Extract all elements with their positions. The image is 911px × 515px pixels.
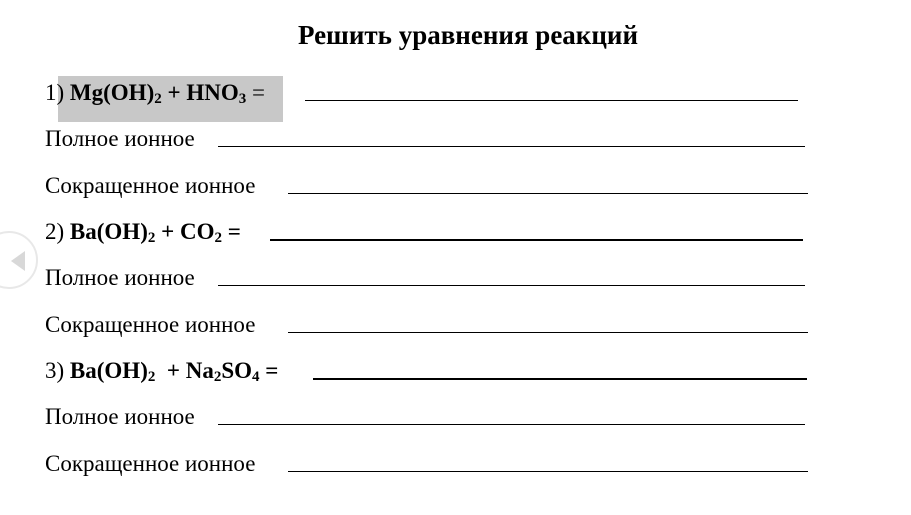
- subscript: 2: [147, 369, 156, 385]
- page-title: Решить уравнения реакций: [297, 20, 639, 50]
- full-ionic-label: Полное ионное: [45, 404, 195, 429]
- full-ionic-row: [45, 400, 195, 434]
- chevron-left-icon: [11, 251, 25, 271]
- formula-part: SO: [221, 358, 253, 383]
- equation-2: [45, 215, 241, 249]
- answer-blank[interactable]: [270, 215, 803, 241]
- formula-part: Ba(OH): [69, 219, 148, 244]
- answer-blank[interactable]: [288, 308, 808, 333]
- answer-blank[interactable]: [288, 447, 808, 472]
- equals-sign: =: [221, 219, 241, 244]
- short-ionic-row: [45, 447, 255, 481]
- full-ionic-label: Полное ионное: [45, 265, 195, 290]
- short-ionic-label: Сокращенное ионное: [45, 173, 256, 198]
- equals-sign: =: [259, 358, 279, 383]
- short-ionic-label: Сокращенное ионное: [45, 451, 256, 476]
- answer-blank[interactable]: [218, 261, 805, 286]
- equation-number: 1): [45, 80, 65, 105]
- answer-blank[interactable]: [218, 122, 805, 147]
- short-ionic-row: [45, 169, 255, 203]
- subscript: 2: [147, 230, 156, 246]
- formula-part: + CO: [155, 219, 215, 244]
- answer-blank[interactable]: [288, 169, 808, 194]
- formula-part: + Na: [155, 358, 214, 383]
- formula-part: Mg(OH): [69, 80, 155, 105]
- equation-number: 3): [45, 358, 65, 383]
- full-ionic-row: [45, 261, 195, 295]
- full-ionic-row: [45, 122, 195, 156]
- subscript: 2: [154, 91, 162, 107]
- formula-part: Ba(OH): [69, 358, 148, 383]
- short-ionic-row: [45, 308, 255, 342]
- subscript: 3: [238, 91, 247, 107]
- equation-3: [45, 354, 278, 388]
- answer-blank[interactable]: [313, 354, 807, 380]
- subscript: 2: [213, 369, 222, 385]
- equals-sign: =: [246, 80, 265, 105]
- equation-number: 2): [45, 219, 65, 244]
- answer-blank[interactable]: [218, 400, 805, 425]
- equation-1: [45, 76, 265, 110]
- answer-blank[interactable]: [305, 76, 798, 101]
- previous-slide-button[interactable]: [0, 231, 38, 289]
- subscript: 2: [214, 230, 222, 246]
- short-ionic-label: Сокращенное ионное: [45, 312, 256, 337]
- subscript: 4: [252, 369, 260, 385]
- full-ionic-label: Полное ионное: [45, 126, 195, 151]
- formula-part: + HNO: [161, 80, 239, 105]
